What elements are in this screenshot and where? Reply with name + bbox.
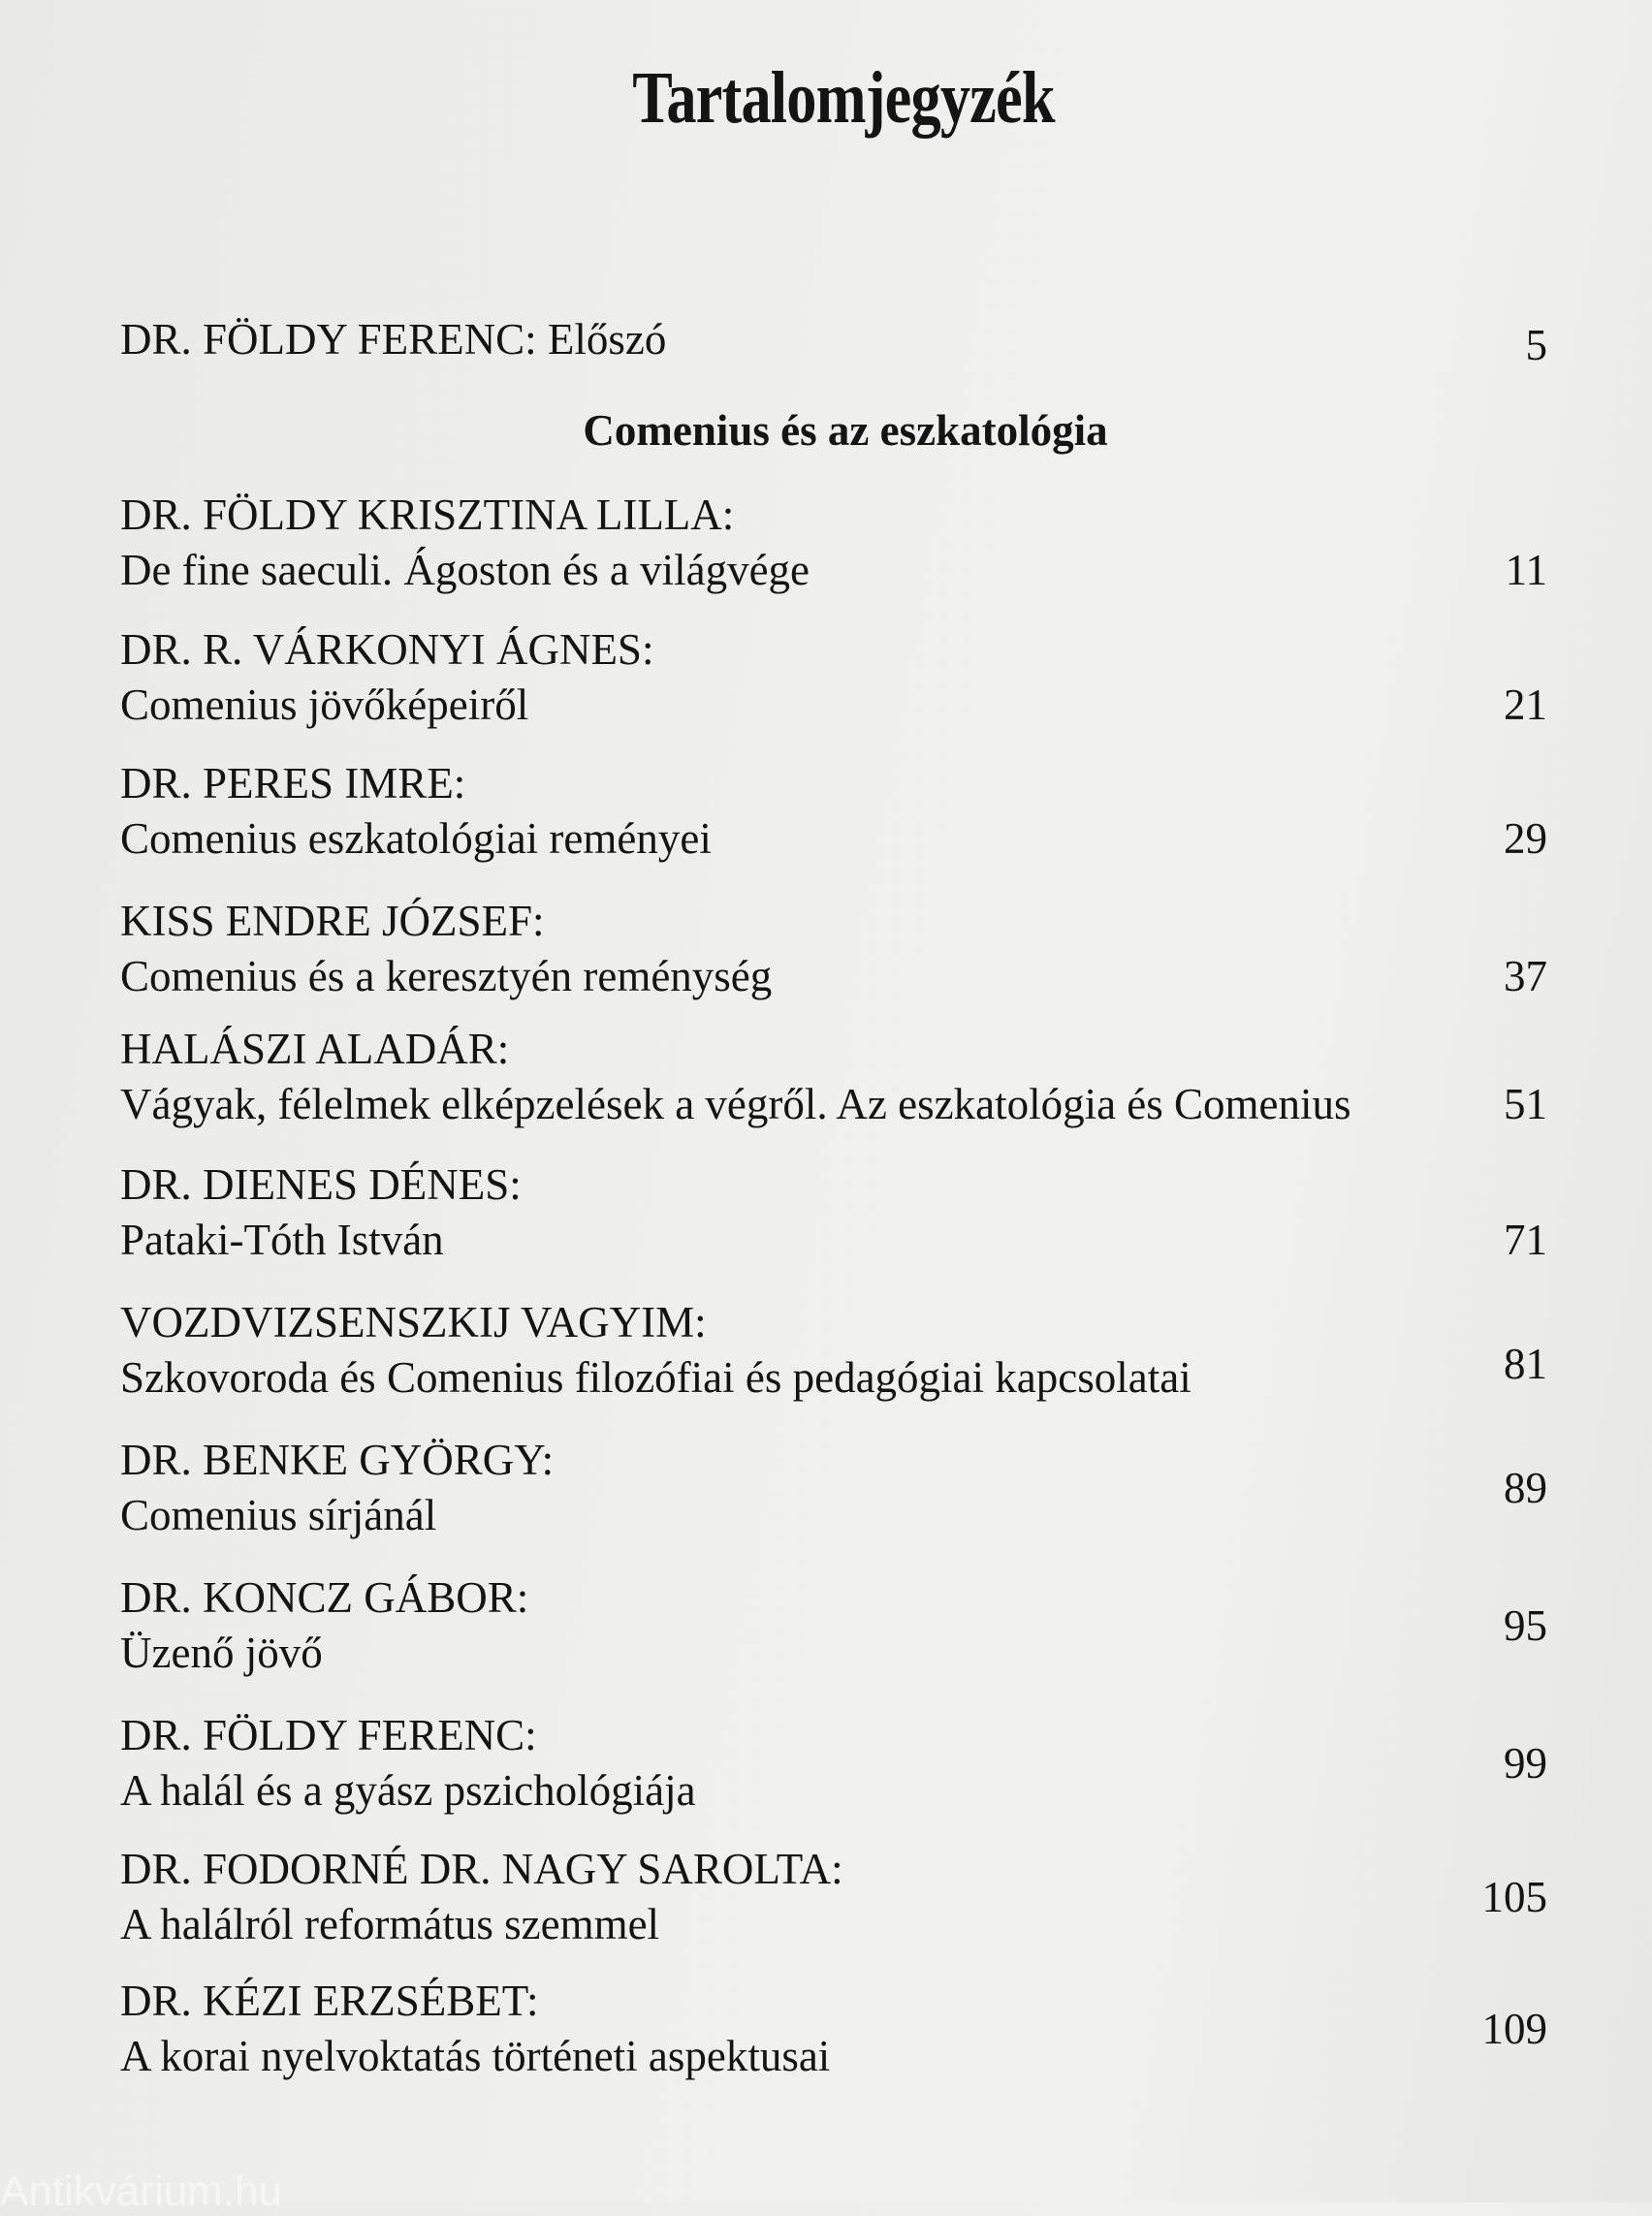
entry-page-number: 105 xyxy=(1481,1873,1547,1921)
entry-author: HALÁSZI ALADÁR: xyxy=(120,1025,510,1073)
toc-entry xyxy=(120,756,1547,867)
entry-page-number: 29 xyxy=(1504,814,1547,863)
entry-page-number: 5 xyxy=(1525,321,1547,369)
entry-title: Comenius eszkatológiai reményei xyxy=(120,814,712,863)
entry-author-and-title xyxy=(120,312,1547,367)
entry-author: DR. DIENES DÉNES: xyxy=(120,1160,522,1209)
entry-author: DR. PERES IMRE: xyxy=(120,759,466,807)
entry-page-number: 89 xyxy=(1504,1464,1547,1512)
entry-title: A korai nyelvoktatás történeti aspektusai xyxy=(120,2032,831,2080)
entry-page-number: 21 xyxy=(1504,681,1547,729)
entry-author: DR. BENKE GYÖRGY: xyxy=(120,1436,555,1484)
toc-entry-preface xyxy=(120,312,1547,367)
toc-entry xyxy=(120,622,1547,733)
entry-author: DR. FÖLDY FERENC: xyxy=(120,315,537,364)
toc-entry xyxy=(120,1708,1547,1819)
toc-entry xyxy=(120,1842,1547,1952)
entry-author: VOZDVIZSENSZKIJ VAGYIM: xyxy=(120,1298,707,1346)
entry-page-number: 51 xyxy=(1504,1080,1547,1128)
toc-entry xyxy=(120,1295,1547,1406)
entry-page-number: 109 xyxy=(1481,2005,1547,2053)
entry-page-number: 81 xyxy=(1504,1340,1547,1388)
entry-page-number: 11 xyxy=(1505,546,1547,594)
toc-entry xyxy=(120,1974,1547,2084)
entry-title: Comenius és a keresztyén reménység xyxy=(120,952,773,1000)
entry-author: DR. R. VÁRKONYI ÁGNES: xyxy=(120,625,654,674)
entry-title: A halálról református szemmel xyxy=(120,1900,660,1948)
entry-page-number: 95 xyxy=(1504,1601,1547,1650)
toc-entry xyxy=(120,1157,1547,1268)
toc-entry xyxy=(120,488,1547,598)
entry-author: KISS ENDRE JÓZSEF: xyxy=(120,897,545,945)
entry-author: DR. FODORNÉ DR. NAGY SAROLTA: xyxy=(120,1845,843,1893)
entry-title: Vágyak, félelmek elképzelések a végről. Az eszkatológia és Comenius xyxy=(120,1080,1351,1128)
entry-page-number: 37 xyxy=(1504,952,1547,1000)
watermark-text: Antikvárium.hu xyxy=(0,2168,283,2215)
page-title: Tartalomjegyzék xyxy=(632,57,1055,139)
toc-entry xyxy=(120,1570,1547,1681)
entry-title: A halál és a gyász pszichológiája xyxy=(120,1766,696,1815)
entry-author: DR. KONCZ GÁBOR: xyxy=(120,1573,529,1622)
entry-author: DR. FÖLDY KRISZTINA LILLA: xyxy=(120,491,735,539)
toc-entry xyxy=(120,1433,1547,1543)
toc-entry xyxy=(120,1022,1547,1132)
entry-title: Előszó xyxy=(547,315,667,364)
entry-author: DR. KÉZI ERZSÉBET: xyxy=(120,1977,539,2025)
entry-title: Comenius sírjánál xyxy=(120,1491,437,1539)
section-heading: Comenius és az eszkatológia xyxy=(583,406,1108,455)
entry-title: Comenius jövőképeiről xyxy=(120,681,529,729)
entry-title: Szkovoroda és Comenius filozófiai és pedagógiai kapcsolatai xyxy=(120,1353,1191,1402)
entry-title: Pataki-Tóth István xyxy=(120,1216,444,1264)
entry-page-number: 99 xyxy=(1504,1739,1547,1788)
entry-title: Üzenő jövő xyxy=(120,1629,323,1677)
entry-page-number: 71 xyxy=(1504,1216,1547,1264)
entry-author: DR. FÖLDY FERENC: xyxy=(120,1711,537,1759)
entry-title: De fine saeculi. Ágoston és a világvége xyxy=(120,546,810,594)
toc-entry xyxy=(120,894,1547,1004)
